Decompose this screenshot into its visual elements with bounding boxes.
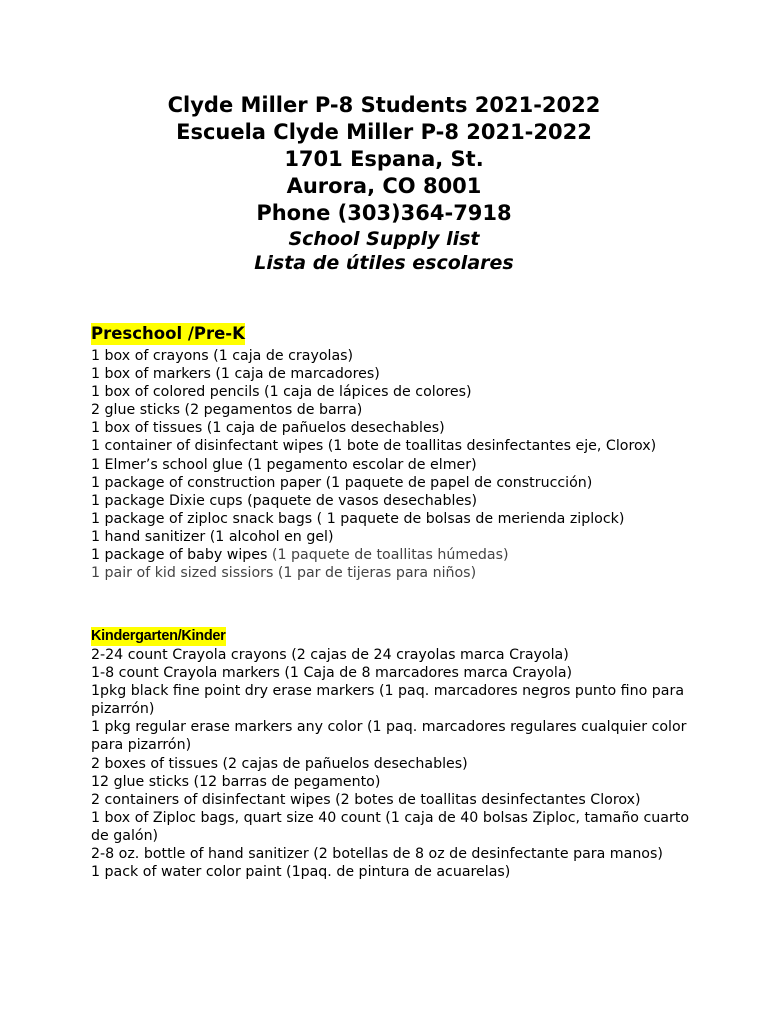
school-name-english: Clyde Miller P-8 Students 2021-2022 <box>167 93 601 117</box>
phone-number: Phone (303)364-7918 <box>256 201 512 225</box>
list-item: 1 box of colored pencils (1 caja de lápices de colores) <box>91 384 472 401</box>
kindergarten-section <box>91 625 691 881</box>
baby-wipes-english: 1 package of baby wipes <box>91 547 272 564</box>
document-title-english: School Supply list <box>288 228 480 250</box>
document-header <box>0 92 768 275</box>
city-state-zip: Aurora, CO 8001 <box>286 174 482 198</box>
list-item <box>91 546 691 564</box>
list-item: 12 glue sticks (12 barras de pegamento) <box>91 773 381 790</box>
list-item: 1 package Dixie cups (paquete de vasos desechables) <box>91 492 478 509</box>
list-item: 1pkg black fine point dry erase markers (1 paq. marcadores negros punto fino para pizarrón) <box>91 683 685 718</box>
list-item: 1 Elmer’s school glue (1 pegamento escolar de elmer) <box>91 456 477 473</box>
list-item: 1 pkg regular erase markers any color (1 paq. marcadores regulares cualquier color para pizarrón) <box>91 719 687 754</box>
list-item: 2 glue sticks (2 pegamentos de barra) <box>91 402 363 419</box>
list-item: 2-8 oz. bottle of hand sanitizer (2 botellas de 8 oz de desinfectante para manos) <box>91 846 663 863</box>
document-title-spanish: Lista de útiles escolares <box>254 252 514 274</box>
list-item: 1 box of markers (1 caja de marcadores) <box>91 366 380 383</box>
list-item: 1 box of tissues (1 caja de pañuelos desechables) <box>91 420 445 437</box>
list-item: 1 box of Ziploc bags, quart size 40 count (1 caja de 40 bolsas Ziploc, tamaño cuarto de galón) <box>91 809 690 844</box>
school-name-spanish: Escuela Clyde Miller P-8 2021-2022 <box>176 120 592 144</box>
list-item: 1 pair of kid sized sissiors (1 par de tijeras para niños) <box>91 565 477 582</box>
list-item: 1-8 count Crayola markers (1 Caja de 8 marcadores marca Crayola) <box>91 665 573 682</box>
baby-wipes-spanish: (1 paquete de toallitas húmedas) <box>271 547 509 564</box>
preschool-heading: Preschool /Pre-K <box>91 324 245 343</box>
list-item: 1 hand sanitizer (1 alcohol en gel) <box>91 528 334 545</box>
kindergarten-supply-list <box>91 646 691 881</box>
list-item: 2-24 count Crayola crayons (2 cajas de 24 crayolas marca Crayola) <box>91 647 569 663</box>
preschool-supply-list <box>91 347 691 582</box>
street-address: 1701 Espana, St. <box>284 147 484 171</box>
list-item: 1 pack of water color paint (1paq. de pintura de acuarelas) <box>91 864 511 881</box>
list-item: 2 boxes of tissues (2 cajas de pañuelos desechables) <box>91 755 468 772</box>
list-item: 1 package of ziploc snack bags ( 1 paquete de bolsas de merienda ziplock) <box>91 510 625 527</box>
list-item: 1 container of disinfectant wipes (1 bote de toallitas desinfectantes eje, Clorox) <box>91 438 657 455</box>
kindergarten-heading: Kindergarten/Kinder <box>91 628 226 644</box>
list-item: 2 containers of disinfectant wipes (2 botes de toallitas desinfectantes Clorox) <box>91 791 641 808</box>
preschool-section <box>91 323 691 582</box>
list-item: 1 package of construction paper (1 paquete de papel de construcción) <box>91 474 593 491</box>
list-item: 1 box of crayons (1 caja de crayolas) <box>91 348 354 364</box>
